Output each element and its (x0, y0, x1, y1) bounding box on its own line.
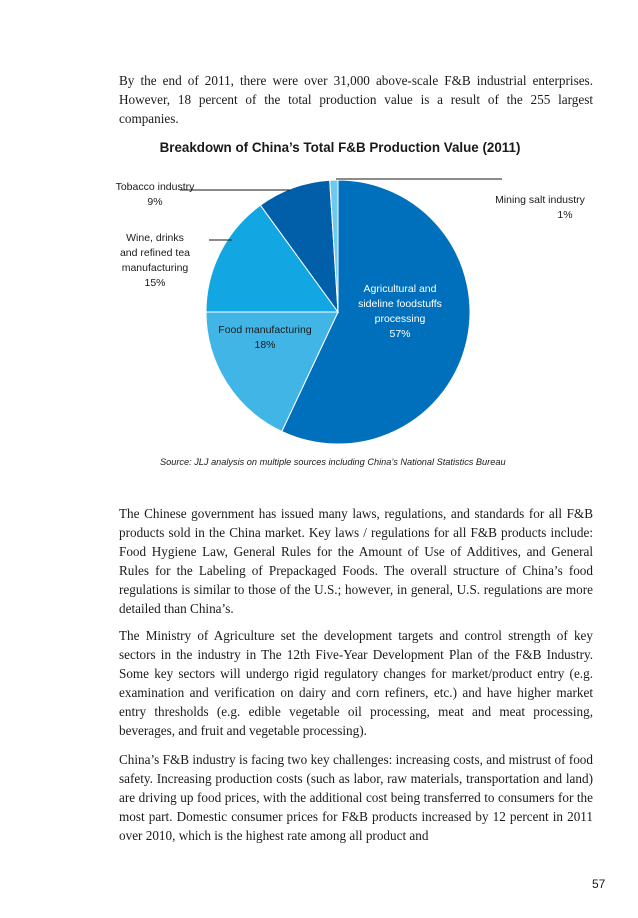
agricultural-label (344, 282, 456, 342)
agricultural-label-line2: sideline foodstuffs (358, 298, 442, 310)
mining-salt-label (488, 193, 592, 223)
chart-source-note: Source: JLJ analysis on multiple sources including China’s National Statistics Bureau (160, 457, 506, 467)
wine-label-line2: and refined tea (119, 247, 191, 259)
challenges-paragraph: China’s F&B industry is facing two key challenges: increasing costs, and mistrust of food safety. Increasing production costs (such as labor, raw materials, transportation and land) are driving up food prices, with the additional cost being transferred to consumers for the most part. Domestic consumer prices for F&B products increased by 12 percent in 2011 over 2010, which is the highest rate among all product and (119, 752, 593, 843)
tobacco-label-name: Tobacco industry (115, 181, 195, 193)
agricultural-label-pct: 57% (389, 328, 411, 340)
chart-title: Breakdown of China’s Total F&B Production Value (2011) (159, 140, 521, 155)
mining-salt-label-pct: 1% (557, 209, 573, 221)
agricultural-label-line3: processing (374, 313, 426, 325)
wine-label-line1: Wine, drinks (126, 232, 184, 244)
tobacco-label-pct: 9% (147, 196, 163, 208)
wine-label (107, 231, 203, 291)
page-number: 57 (592, 877, 606, 891)
food-manufacturing-label-pct: 18% (254, 339, 276, 351)
food-manufacturing-label-name: Food manufacturing (218, 324, 312, 336)
food-manufacturing-label (210, 323, 320, 353)
regulations-paragraph: The Chinese government has issued many laws, regulations, and standards for all F&B products sold in the China market. Key laws / regulations for all F&B products include: Food Hygiene Law, General Rules for the Amount of Use of Additives, and General Rules for the Labeling of Prepackaged Foods. The overall structure of China’s food regulations is similar to those of the U.S.; however, in general, U.S. regulations are more detailed than China’s. (119, 506, 593, 616)
wine-label-pct: 15% (144, 277, 166, 289)
ministry-paragraph: The Ministry of Agriculture set the development targets and control strength of key sectors in the industry in The 12th Five-Year Development Plan of the F&B Industry. Some key sectors will undergo rigid regulatory changes for market/product entry (e.g. examination and verification on dairy and corn refiners, etc.) and have higher market entry thresholds (e.g. edible vegetable oil processing, meat and meat processing, beverages, and fruit and vegetable processing). (119, 628, 593, 738)
intro-paragraph: By the end of 2011, there were over 31,000 above-scale F&B industrial enterprises. However, 18 percent of the total production value is a result of the 255 largest companies. (119, 73, 593, 126)
tobacco-label (108, 180, 202, 210)
mining-salt-label-name: Mining salt industry (495, 194, 585, 206)
agricultural-label-line1: Agricultural and (363, 283, 437, 295)
wine-label-line3: manufacturing (121, 262, 189, 274)
